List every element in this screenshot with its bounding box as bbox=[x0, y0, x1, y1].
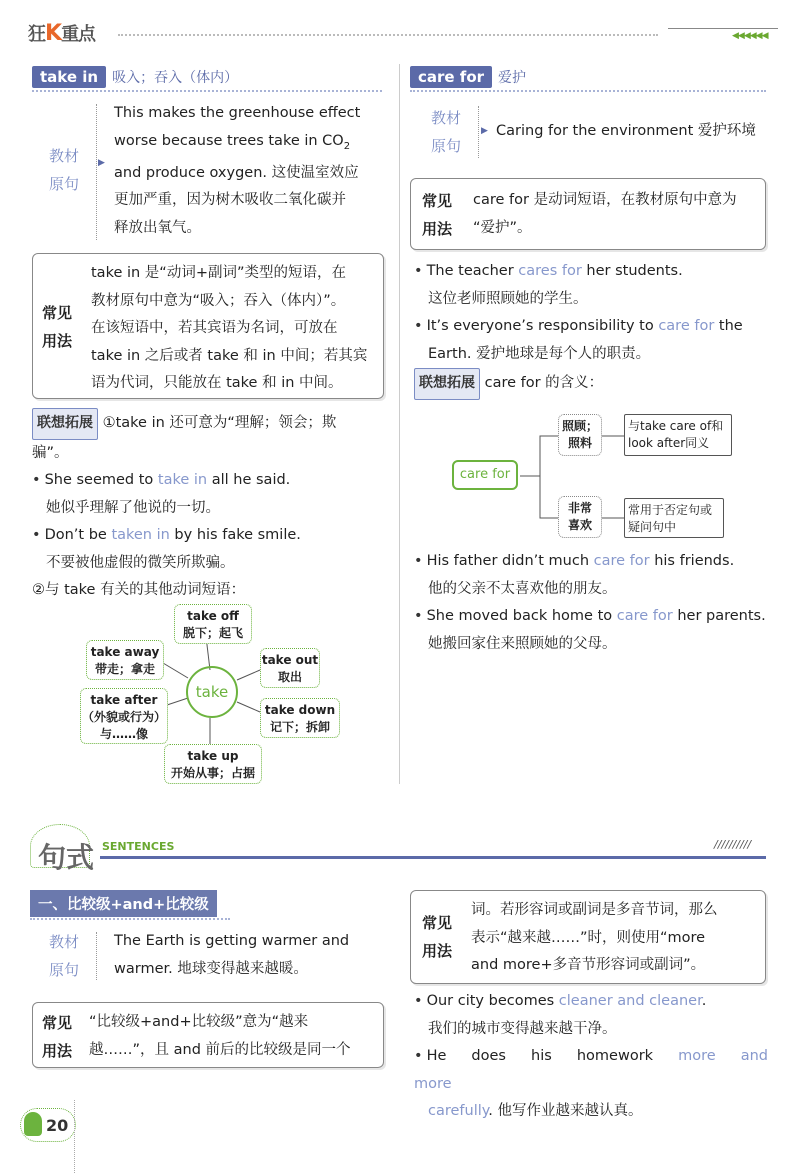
assoc-tag: 联想拓展 bbox=[414, 368, 480, 400]
usage-text: take in 是“动词+副词”类型的短语，在 教材原句中意为“吸入；吞入（体内）”。 在该短语中，若其宾语为名词，可放在 take in 之后或者 take 和 in 中间；若其宾 语为代词，只能放在 take 和 in 中间。 bbox=[91, 265, 368, 391]
usage-text: “比较级+and+比较级”意为“越来 越……”，且 and 前后的比较级是同一个 bbox=[89, 1014, 351, 1058]
column-divider bbox=[399, 64, 400, 784]
sentence-pattern-tag: 一、比较级+and+比较级 bbox=[30, 890, 217, 917]
sentence-examples bbox=[414, 988, 768, 1126]
map-node-take-away: take away 带走；拿走 bbox=[86, 640, 164, 680]
header-arrows-icon: ◀◀◀◀◀◀ bbox=[732, 31, 768, 41]
section-slashes: ////////// bbox=[714, 838, 752, 851]
take-mind-map bbox=[80, 600, 350, 786]
source-bar bbox=[96, 932, 97, 980]
map-center-care-for: care for bbox=[452, 460, 518, 490]
usage-box-right bbox=[410, 890, 766, 984]
map-node-take-after: take after （外貌或行为） 与……像 bbox=[80, 688, 168, 744]
example-sentence: • Our city becomes cleaner and cleaner. bbox=[414, 988, 768, 1016]
map-center-take: take bbox=[186, 666, 238, 718]
phrase-tag: care for bbox=[410, 66, 492, 88]
example-sentence: • It’s everyone’s responsibility to care for the bbox=[414, 313, 768, 341]
source-label: 教材 原句 bbox=[430, 109, 461, 155]
example-translation: Earth. 爱护地球是每个人的职责。 bbox=[428, 345, 651, 362]
example-translation: 他的父亲不太喜欢他的朋友。 bbox=[428, 580, 617, 597]
phrase-gloss: 吸入；吞入（体内） bbox=[112, 70, 239, 86]
pointer-icon: ▶ bbox=[98, 158, 105, 168]
usage-box bbox=[410, 178, 766, 250]
map-node-like: 非常 喜欢 bbox=[558, 496, 602, 538]
usage-box-left bbox=[32, 1002, 384, 1068]
map-node-take-down: take down 记下；拆卸 bbox=[260, 698, 340, 738]
phrase-gloss: 爱护 bbox=[498, 70, 527, 86]
map-node-take-out: take out 取出 bbox=[260, 648, 320, 688]
footer-divider bbox=[74, 1100, 75, 1173]
source-sentence: Caring for the environment 爱护环境 bbox=[496, 123, 756, 139]
usage-box bbox=[32, 253, 384, 399]
section-title-en: SENTENCES bbox=[102, 840, 175, 853]
example-translation: 不要被他虚假的微笑所欺骗。 bbox=[46, 554, 235, 571]
tag-underline bbox=[30, 918, 230, 920]
example-sentence: • His father didn’t much care for his friends. bbox=[414, 548, 768, 576]
example-sentence: • He does his homework more and more bbox=[414, 1043, 768, 1098]
balloon-icon bbox=[24, 1112, 42, 1136]
assoc-tag: 联想拓展 bbox=[32, 408, 98, 440]
assoc-section: 联想拓展 ①take in 还可意为“理解；领会；欺 骗”。 • She seemed to take in all he said. 她似乎理解了他说的一切。 • Don’t be taken in by his fake smile. 不要被他虚假的微笑所欺骗。 ②与 take 有关的其他动词短语： bbox=[32, 408, 384, 605]
usage-label: 常见 用法 bbox=[421, 192, 452, 238]
header-divider-right bbox=[668, 28, 778, 29]
care-for-examples-2 bbox=[414, 548, 768, 658]
map-note-synonym: 与take care of和 look after同义 bbox=[624, 414, 732, 456]
example-sentence: • The teacher cares for her students. bbox=[414, 258, 768, 286]
example-sentence: • Don’t be taken in by his fake smile. bbox=[32, 522, 384, 550]
take-in-title bbox=[32, 66, 382, 92]
source-label: 教材 原句 bbox=[48, 933, 79, 979]
page-number: 20 bbox=[46, 1116, 69, 1135]
section-line bbox=[100, 856, 766, 859]
usage-label: 常见 用法 bbox=[421, 914, 452, 960]
example-translation: 她似乎理解了他说的一切。 bbox=[46, 499, 220, 516]
usage-label: 常见 用法 bbox=[41, 304, 72, 350]
usage-text: 词。若形容词或副词是多音节词，那么 表示“越来越……”时，则使用“more and more+多音节形容词或副词”。 bbox=[471, 902, 718, 973]
source-sentence: This makes the greenhouse effect worse because trees take in $CO_2$ and produce oxygen. 这使温室效应 更加严重，因为树木吸收二氧化碳并 释放出氧气。 bbox=[114, 105, 361, 236]
map-node-take-up: take up 开始从事；占据 bbox=[164, 744, 262, 784]
example-translation: 我们的城市变得越来越干净。 bbox=[428, 1020, 617, 1037]
source-label: 教材 原句 bbox=[48, 147, 79, 193]
example-translation: 她搬回家住来照顾她的父母。 bbox=[428, 635, 617, 652]
map-node-look-after: 照顾； 照料 bbox=[558, 414, 602, 456]
example-sentence: • She seemed to take in all he said. bbox=[32, 467, 384, 495]
example-sentence: • She moved back home to care for her parents. bbox=[414, 603, 768, 631]
map-note-negative: 常用于否定句或 疑问句中 bbox=[624, 498, 724, 538]
usage-text: care for 是动词短语，在教材原句中意为 “爱护”。 bbox=[473, 192, 737, 236]
phrase-tag: take in bbox=[32, 66, 106, 88]
care-for-mind-map bbox=[450, 410, 760, 540]
source-sentence: The Earth is getting warmer and warmer. 地球变得越来越暖。 bbox=[114, 933, 350, 977]
usage-label: 常见 用法 bbox=[41, 1014, 72, 1060]
section-title: 句式 bbox=[38, 841, 95, 874]
header-divider bbox=[118, 34, 658, 36]
pointer-icon: ▶ bbox=[481, 126, 488, 136]
care-for-title bbox=[410, 66, 766, 92]
example-translation: 这位老师照顾她的学生。 bbox=[428, 290, 588, 307]
care-for-examples: • The teacher cares for her students. 这位老师照顾她的学生。 • It’s everyone’s responsibility to care for the Earth. 爱护地球是每个人的职责。 联想拓展 care for 的含义： bbox=[414, 258, 768, 400]
book-logo: 狂K重点 bbox=[28, 21, 96, 46]
example-continuation: carefully. 他写作业越来越认真。 bbox=[428, 1103, 643, 1119]
source-bar bbox=[478, 106, 479, 158]
source-bar bbox=[96, 104, 97, 240]
map-node-take-off: take off 脱下；起飞 bbox=[174, 604, 252, 644]
